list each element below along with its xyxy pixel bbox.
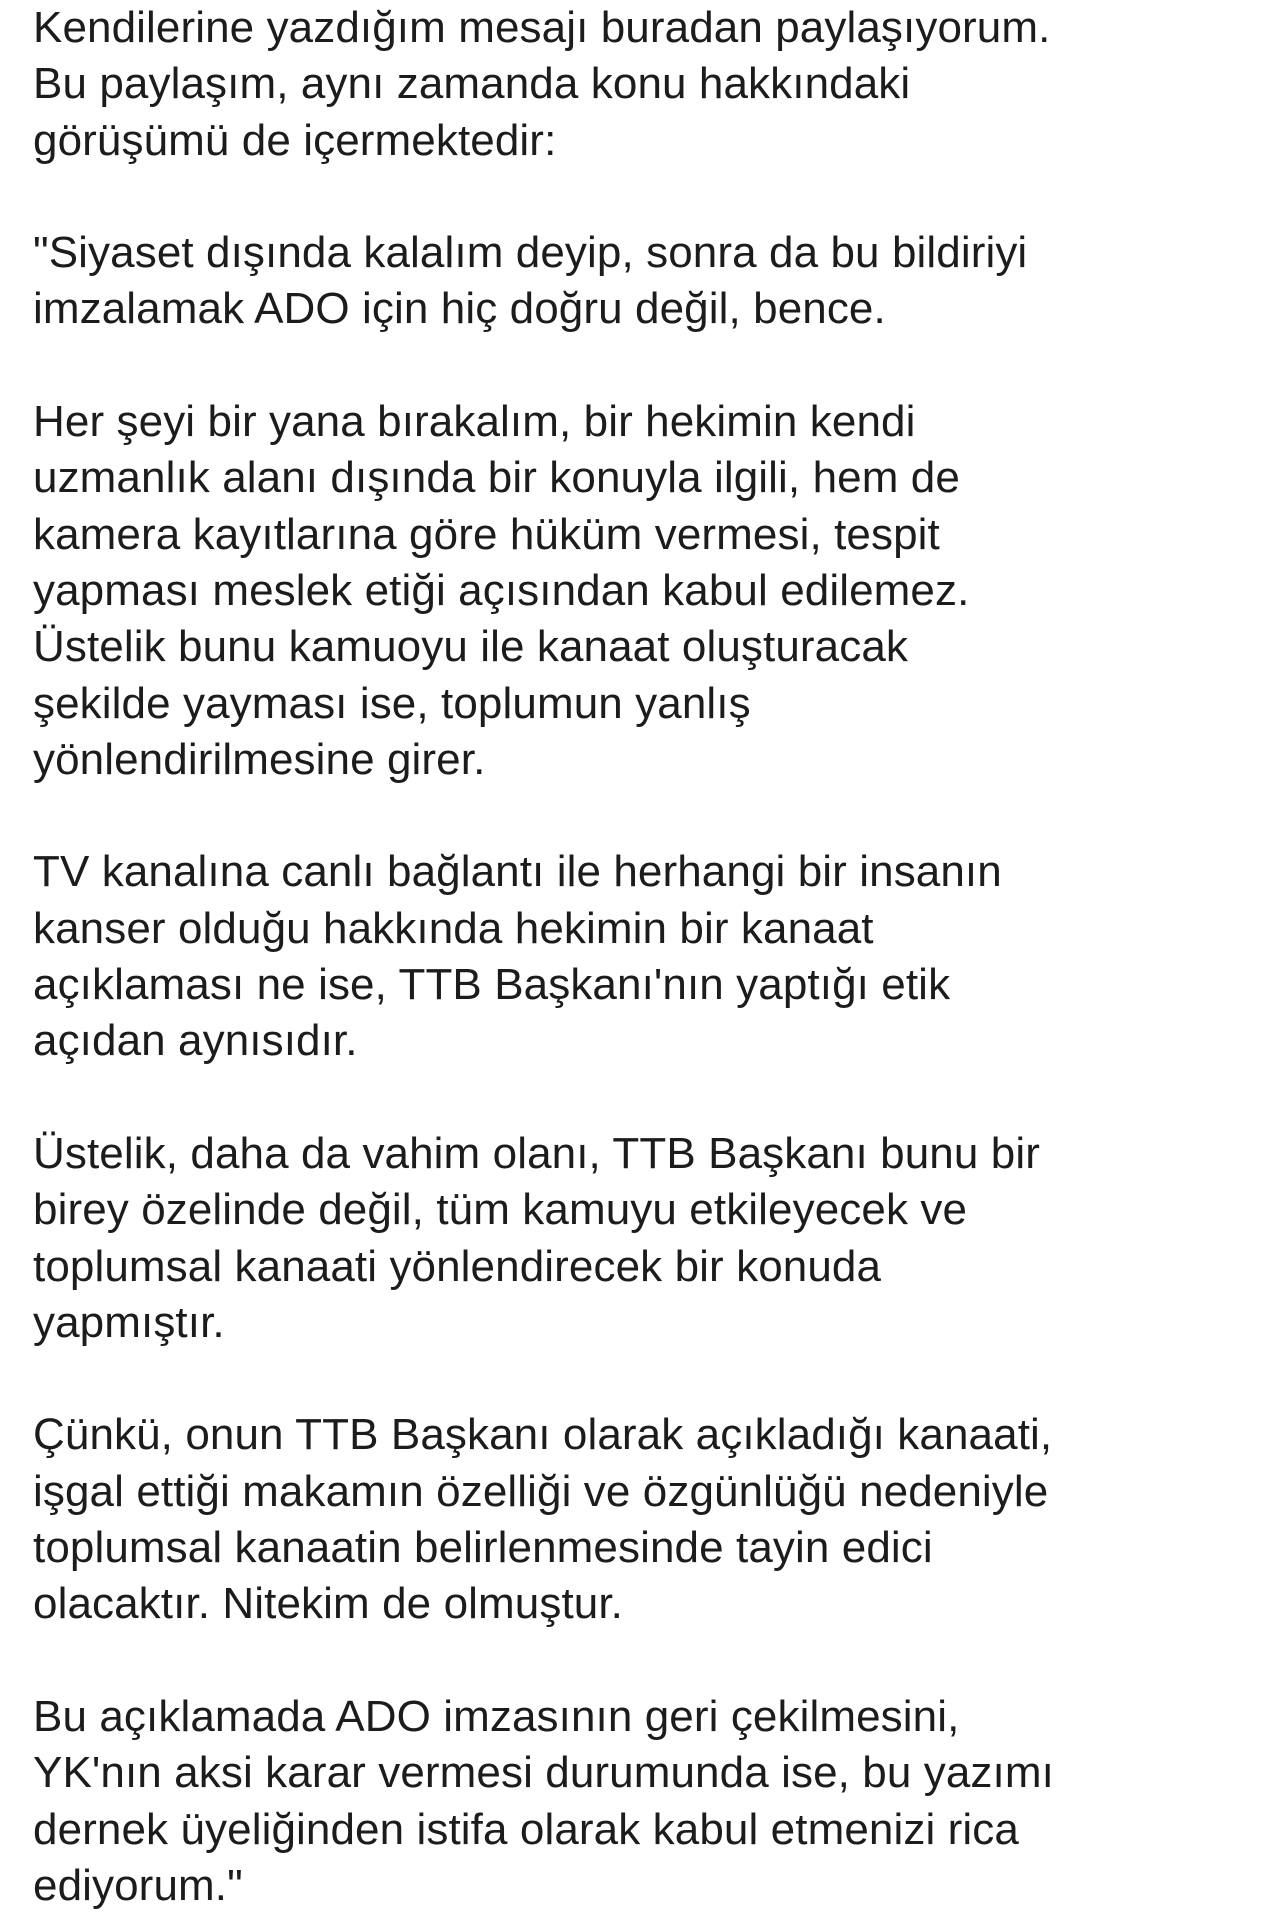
text-line: Bu paylaşım, aynı zamanda konu hakkındaki (33, 59, 911, 109)
text-line: Kendilerine yazdığım mesajı buradan paylaşıyorum. (33, 3, 1051, 52)
paragraph-tv-example (33, 844, 1263, 1069)
text-line: kamera kayıtlarına göre hüküm vermesi, tespit (33, 509, 940, 559)
text-line: uzmanlık alanı dışında bir konuyla ilgili, hem de (33, 453, 960, 503)
paragraph-public-impact (33, 1126, 1263, 1351)
text-line: Üstelik, daha da vahim olanı, TTB Başkanı bunu bir (33, 1128, 1040, 1178)
paragraph-quote-start (33, 225, 1263, 338)
paragraph-gap (33, 1351, 1263, 1407)
text-line: Çünkü, onun TTB Başkanı olarak açıkladığı kanaati, (33, 1410, 1053, 1460)
text-line: YK'nın aksi karar vermesi durumunda ise, bu yazımı (33, 1748, 1054, 1798)
text-line: dernek üyeliğinden istifa olarak kabul etmenizi rica (33, 1804, 1019, 1854)
text-line: toplumsal kanaati yönlendirecek bir konuda (33, 1241, 882, 1291)
text-line: yapması meslek etiği açısından kabul edilemez. (33, 565, 970, 615)
text-line: kanser olduğu hakkında hekimin bir kanaat (33, 903, 874, 953)
text-line: açıdan aynısıdır. (33, 1016, 358, 1066)
paragraph-request (33, 1689, 1263, 1914)
paragraph-gap (33, 1633, 1263, 1689)
paragraph-reason (33, 1407, 1263, 1632)
text-line: yapmıştır. (33, 1297, 225, 1347)
text-line: imzalamak ADO için hiç doğru değil, bence. (33, 284, 886, 334)
text-line: ediyorum." (33, 1860, 243, 1910)
text-line: TV kanalına canlı bağlantı ile herhangi bir insanın (33, 847, 1002, 897)
paragraph-gap (33, 338, 1263, 394)
text-line: "Siyaset dışında kalalım deyip, sonra da bu bildiriyi (33, 228, 1028, 278)
text-line: birey özelinde değil, tüm kamuyu etkileyecek ve (33, 1185, 968, 1235)
text-line: Bu açıklamada ADO imzasının geri çekilmesini, (33, 1691, 960, 1741)
text-line: yönlendirilmesine girer. (33, 734, 486, 784)
text-line: açıklaması ne ise, TTB Başkanı'nın yaptığı etik (33, 960, 951, 1010)
paragraph-ethics (33, 394, 1263, 788)
text-line: Her şeyi bir yana bırakalım, bir hekimin kendi (33, 397, 916, 447)
text-line: Üstelik bunu kamuoyu ile kanaat oluşturacak (33, 622, 908, 672)
text-line: olacaktır. Nitekim de olmuştur. (33, 1579, 623, 1629)
paragraph-gap (33, 788, 1263, 844)
text-line: toplumsal kanaatin belirlenmesinde tayin edici (33, 1523, 933, 1573)
message-body (33, 0, 1263, 1914)
paragraph-gap (33, 169, 1263, 225)
paragraph-intro (33, 0, 1263, 169)
paragraph-gap (33, 1070, 1263, 1126)
text-line: işgal ettiği makamın özelliği ve özgünlüğü nedeniyle (33, 1466, 1049, 1516)
text-line: görüşümü de içermektedir: (33, 115, 557, 165)
text-line: şekilde yayması ise, toplumun yanlış (33, 678, 751, 728)
